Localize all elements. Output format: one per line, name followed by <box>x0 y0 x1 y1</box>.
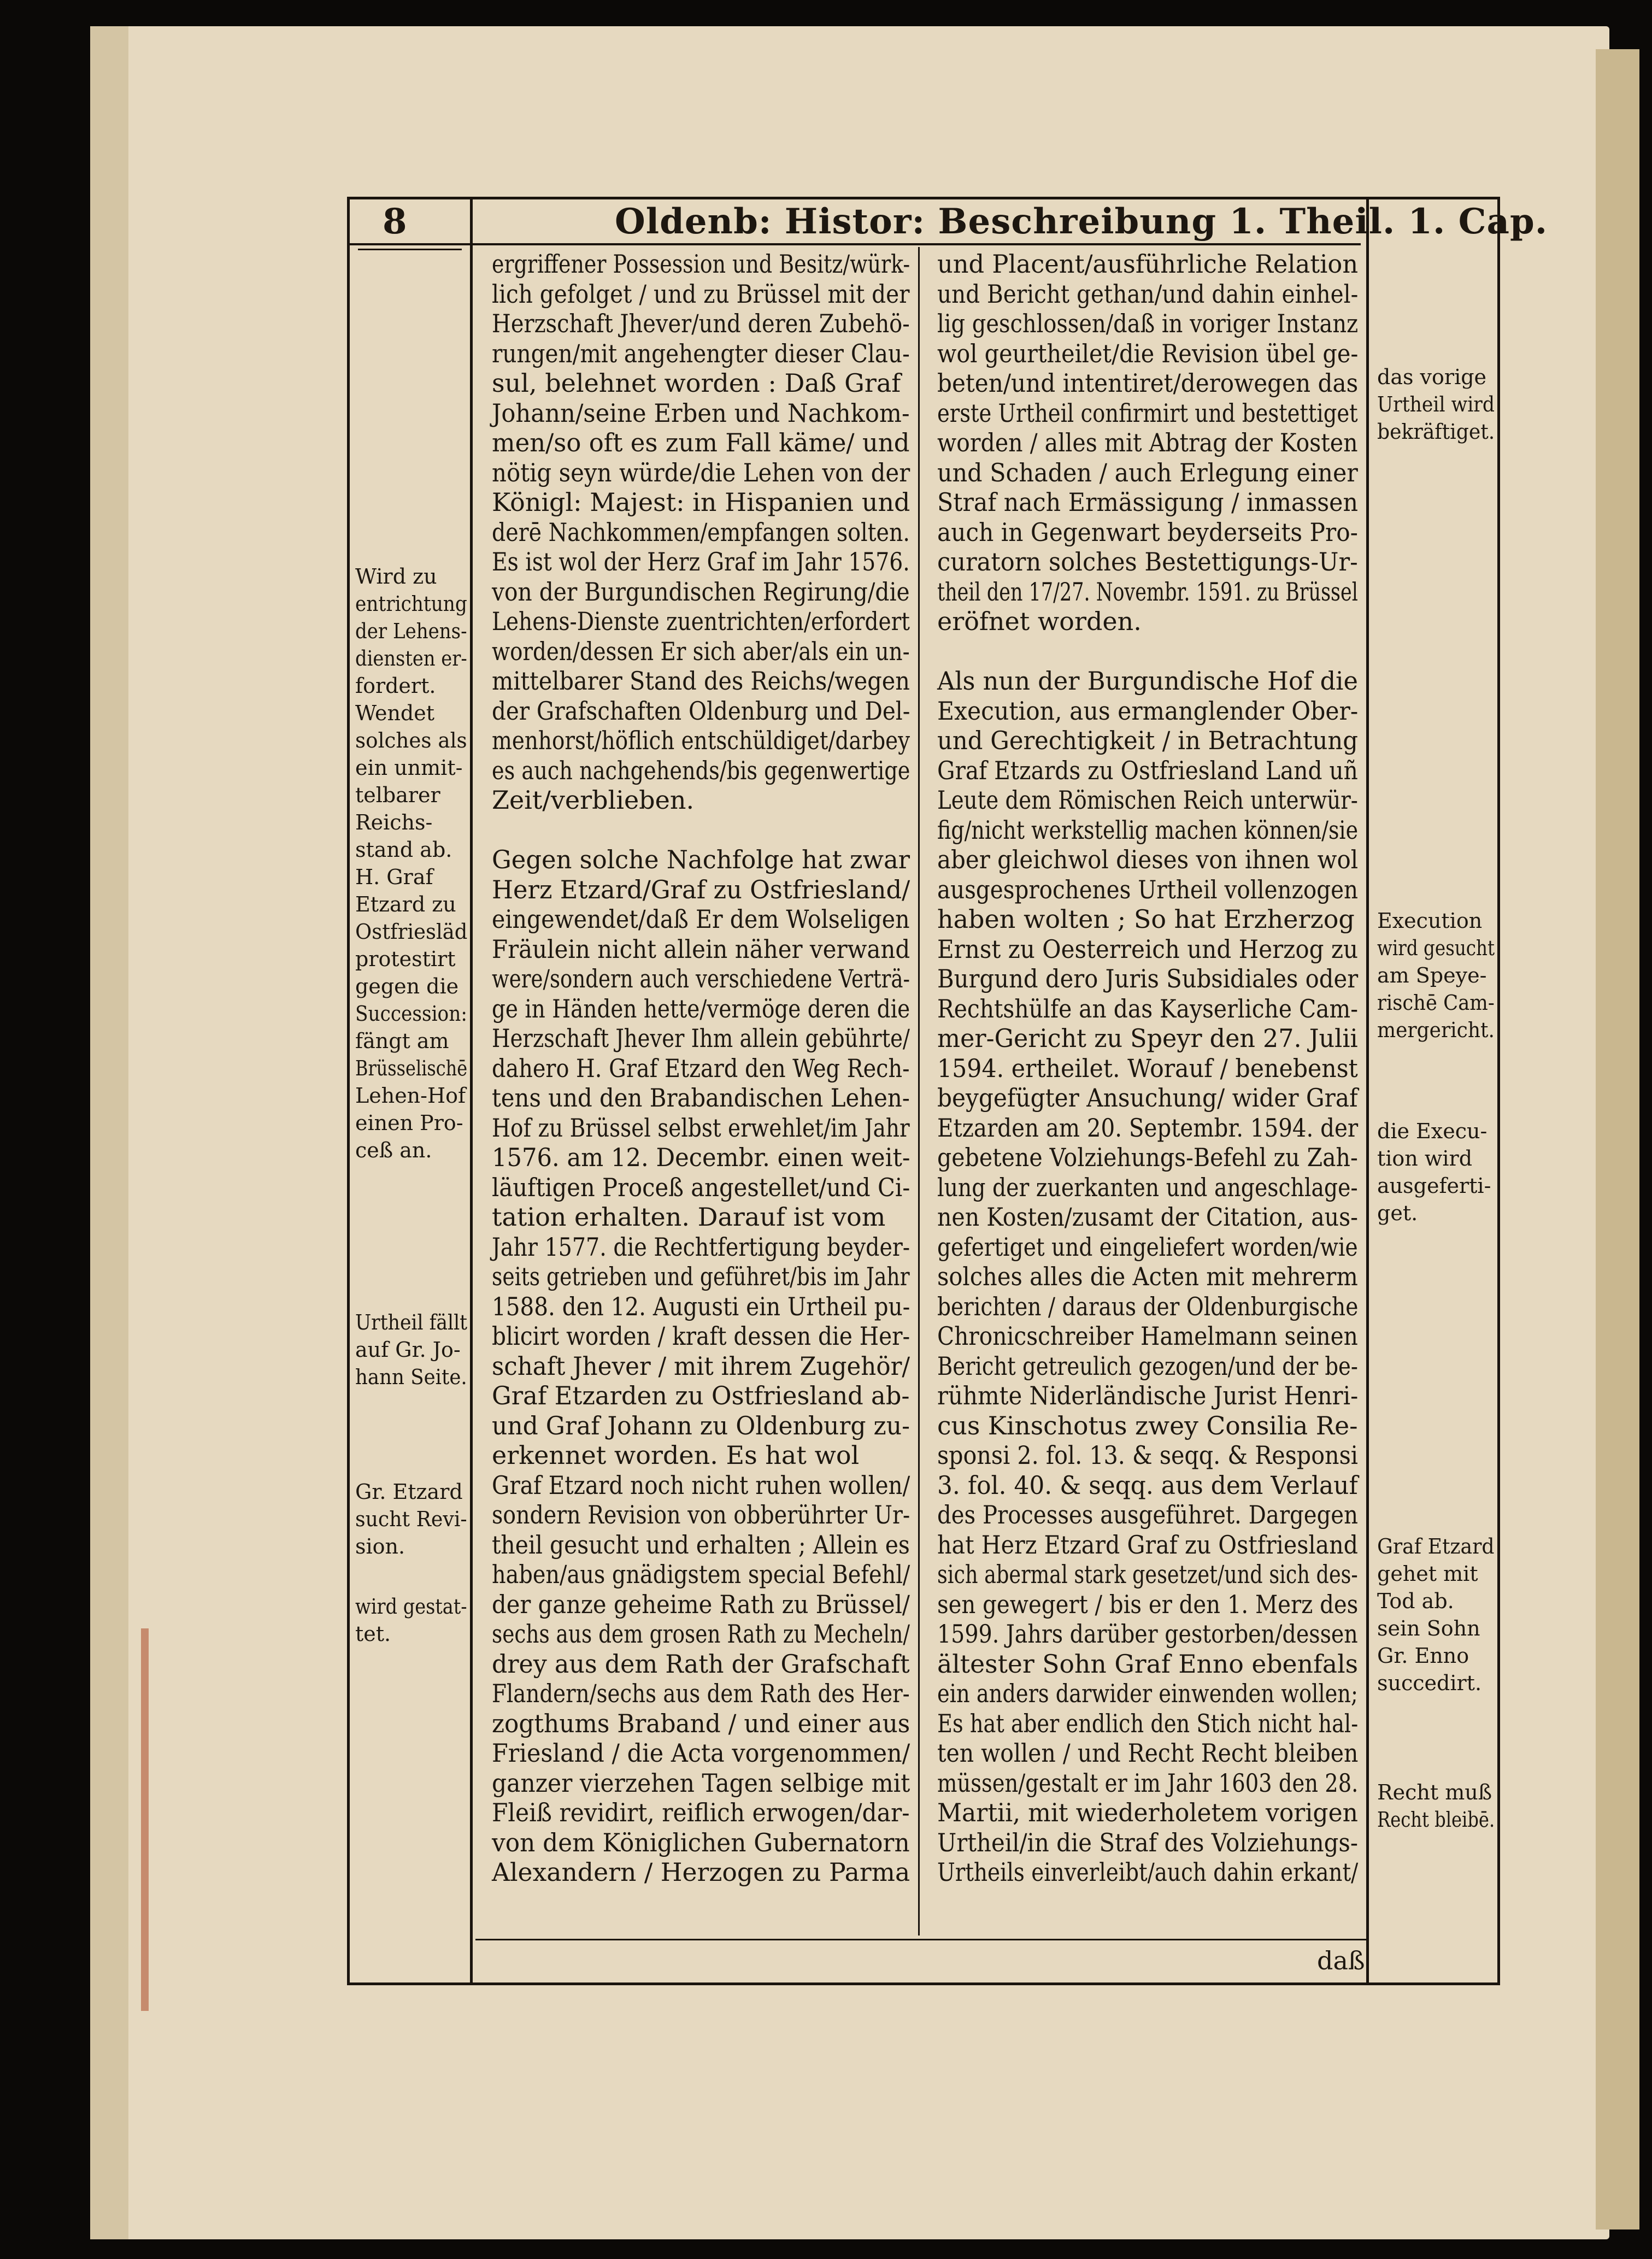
text-line: haben/aus gnädigstem special Befehl/ <box>492 1560 910 1589</box>
frame-left-rule <box>347 197 350 1985</box>
text-line: und Bericht gethan/und dahin einhel- <box>937 279 1359 309</box>
text-line: aber gleichwol dieses von ihnen wol <box>937 845 1359 874</box>
text-line: Leute dem Römischen Reich unterwür- <box>937 785 1358 815</box>
frame-right-rule <box>1497 197 1500 1985</box>
frame-bottom-rule <box>347 1982 1500 1985</box>
margin-note-line: mergericht. <box>1377 1018 1495 1042</box>
margin-note-line: gegen die <box>355 974 459 998</box>
text-line: rühmte Niderländische Jurist Henri- <box>937 1381 1359 1410</box>
column-divider-rule <box>918 247 920 1936</box>
text-line: mer-Gericht zu Speyr den 27. Julii <box>937 1023 1358 1053</box>
text-line: Graf Etzards zu Ostfriesland Land uñ <box>937 755 1358 785</box>
text-line: drey aus dem Rath der Grafschaft <box>492 1649 910 1679</box>
text-line: Herz Etzard/Graf zu Ostfriesland/ <box>492 874 910 904</box>
text-line: fig/nicht werkstellig machen können/sie <box>937 815 1359 845</box>
margin-note-line: sein Sohn <box>1377 1616 1480 1640</box>
catchword: daß <box>1317 1946 1365 1975</box>
text-line: Fleiß revidirt, reiflich erwogen/dar- <box>492 1798 910 1827</box>
text-line: tation erhalten. Darauf ist vom <box>492 1202 886 1232</box>
text-line: mittelbarer Stand des Reichs/wegen <box>492 666 910 696</box>
margin-note-line: sucht Revi- <box>355 1507 467 1531</box>
margin-note-line: Gr. Etzard <box>355 1480 463 1504</box>
text-line: cus Kinschotus zwey Consilia Re- <box>937 1410 1358 1440</box>
margin-note-line: tion wird <box>1377 1146 1473 1170</box>
text-line: ausgesprochenes Urtheil vollenzogen <box>937 874 1359 904</box>
text-line: theil gesucht und erhalten ; Allein es <box>492 1529 910 1560</box>
margin-note-line: Etzard zu <box>355 892 456 916</box>
margin-note-line: solches als <box>355 728 467 752</box>
text-line: lig geschlossen/daß in voriger Instanz <box>937 309 1359 338</box>
text-line: Zeit/verblieben. <box>492 785 695 815</box>
text-line: tens und den Brabandischen Lehen- <box>492 1083 910 1113</box>
text-line: sich abermal stark gesetzet/und sich des- <box>937 1560 1358 1589</box>
text-line: Herzschaft Jhever/und deren Zubehö- <box>492 309 910 338</box>
text-line: eingewendet/daß Er dem Wolseligen <box>492 904 910 934</box>
text-line: Graf Etzard noch nicht ruhen wollen/ <box>492 1470 910 1500</box>
text-line: curatorn solches Bestettigungs-Ur- <box>937 547 1358 576</box>
text-line: Ernst zu Oesterreich und Herzog zu <box>937 934 1359 964</box>
margin-note-line: Wird zu <box>355 564 437 589</box>
running-title: Oldenb: Histor: Beschreibung 1. Theil. 1. Cap. <box>615 201 1548 242</box>
text-line: men/so oft es zum Fall käme/ und <box>492 428 910 457</box>
margin-note-line: stand ab. <box>355 838 452 862</box>
text-line: Jahr 1577. die Rechtfertigung beyder- <box>492 1232 910 1262</box>
text-line: 1594. ertheilet. Worauf / benebenst <box>937 1053 1358 1083</box>
text-line: Friesland / die Acta vorgenommen/ <box>492 1738 910 1768</box>
text-line: 1599. Jahrs darüber gestorben/dessen <box>937 1619 1358 1649</box>
text-line: sechs aus dem grosen Rath zu Mecheln/ <box>492 1619 910 1649</box>
text-line: ge in Händen hette/vermöge deren die <box>492 993 910 1023</box>
text-line: von dem Königlichen Gubernatorn <box>492 1827 910 1857</box>
text-line: lung der zuerkanten und angeschlage- <box>937 1172 1358 1202</box>
text-line: Graf Etzarden zu Ostfriesland ab- <box>492 1381 910 1410</box>
text-line: were/sondern auch verschiedene Verträ- <box>492 964 910 993</box>
text-line: es auch nachgehends/bis gegenwertige <box>492 755 910 785</box>
text-line: hat Herz Etzard Graf zu Ostfriesland <box>937 1529 1358 1560</box>
margin-note-line: der Lehens- <box>355 619 467 643</box>
margin-note-line: ceß an. <box>355 1138 432 1162</box>
margin-note-line: wird gestat- <box>355 1595 467 1619</box>
margin-note-line: Lehen-Hof <box>355 1084 466 1108</box>
text-line: 1576. am 12. Decembr. einen weit- <box>492 1143 910 1172</box>
text-line: seits getrieben und geführet/bis im Jahr <box>492 1262 910 1291</box>
text-line: derē Nachkommen/empfangen solten. <box>492 517 910 547</box>
text-line: blicirt worden / kraft dessen die Her- <box>492 1321 910 1351</box>
text-line: ergriffener Possession und Besitz/würk- <box>492 249 910 279</box>
margin-note-line: tet. <box>355 1622 391 1646</box>
text-line: Es hat aber endlich den Stich nicht hal- <box>937 1708 1359 1738</box>
margin-note-line: H. Graf <box>355 865 433 889</box>
page-left-edge <box>90 26 128 2239</box>
text-line: beten/und intentiret/derowegen das <box>937 368 1359 398</box>
margin-note-line: telbarer <box>355 783 440 807</box>
margin-note-line: Ostfriesläd <box>355 920 468 944</box>
margin-note-line: Graf Etzard <box>1377 1534 1495 1558</box>
text-line: nötig seyn würde/die Lehen von der <box>492 457 910 487</box>
text-line: ein anders darwider einwenden wollen; <box>937 1679 1358 1708</box>
margin-note-line: auf Gr. Jo- <box>355 1338 461 1362</box>
text-line: 1588. den 12. Augusti ein Urtheil pu- <box>492 1291 910 1321</box>
text-line: menhorst/höflich entschüldiget/darbey <box>492 726 910 755</box>
margin-note-line: Wendet <box>355 701 435 725</box>
text-line: sen gewegert / bis er den 1. Merz des <box>937 1589 1359 1619</box>
margin-note-line: ausgeferti- <box>1377 1174 1491 1198</box>
text-line: des Processes ausgeführet. Dargegen <box>937 1500 1358 1529</box>
margin-note-line: Reichs- <box>355 810 433 834</box>
text-line: Urtheil/in die Straf des Volziehungs- <box>937 1827 1358 1857</box>
text-line: dahero H. Graf Etzard den Weg Rech- <box>492 1053 910 1083</box>
text-line: eröfnet worden. <box>937 607 1142 636</box>
margin-note-line: sion. <box>355 1534 405 1558</box>
text-line: gefertiget und eingeliefert worden/wie <box>937 1232 1358 1262</box>
red-page-edge <box>141 1628 149 2011</box>
text-line: gebetene Volziehungs-Befehl zu Zah- <box>937 1143 1358 1172</box>
text-line: und Placent/ausführliche Relation <box>937 249 1359 279</box>
text-line: Herzschaft Jhever Ihm allein gebührte/ <box>492 1023 910 1053</box>
margin-note-line: wird gesucht <box>1377 936 1495 960</box>
text-line: haben wolten ; So hat Erzherzog <box>937 904 1355 934</box>
text-line: worden / alles mit Abtrag der Kosten <box>937 428 1358 457</box>
margin-note-line: gehet mit <box>1377 1562 1478 1586</box>
page-number-underline <box>358 249 462 250</box>
text-line: Lehens-Dienste zuentrichten/erfordert <box>492 607 910 636</box>
margin-note-line: rischē Cam- <box>1377 991 1495 1015</box>
text-line: Urtheils einverleibt/auch dahin erkant/ <box>937 1857 1359 1887</box>
margin-note-line: hann Seite. <box>355 1365 467 1389</box>
text-line: erkennet worden. Es hat wol <box>492 1440 860 1470</box>
margin-note-line: die Execu- <box>1377 1119 1488 1143</box>
text-line: Königl: Majest: in Hispanien und <box>492 487 910 517</box>
text-line: solches alles die Acten mit mehrerm <box>937 1262 1358 1291</box>
margin-note-line: entrichtung <box>355 592 467 616</box>
page-number: 8 <box>383 201 407 242</box>
margin-note-line: einen Pro- <box>355 1111 463 1135</box>
text-line: Gegen solche Nachfolge hat zwar <box>492 845 910 874</box>
text-line: Als nun der Burgundische Hof die <box>937 666 1358 696</box>
text-line: 3. fol. 40. & seqq. aus dem Verlauf <box>937 1470 1358 1500</box>
text-line: auch in Gegenwart beyderseits Pro- <box>937 517 1358 547</box>
margin-note-line: Gr. Enno <box>1377 1644 1469 1668</box>
text-line: zogthums Braband / und einer aus <box>492 1708 910 1738</box>
text-line: der Grafschaften Oldenburg und Del- <box>492 696 910 726</box>
text-line: Rechtshülfe an das Kayserliche Cam- <box>937 993 1358 1023</box>
text-line: beygefügter Ansuchung/ wider Graf <box>937 1083 1358 1113</box>
footer-rule <box>475 1939 1366 1940</box>
text-line: Burgund dero Juris Subsidiales oder <box>937 964 1359 993</box>
margin-note-line: diensten er- <box>355 646 467 670</box>
text-line: lich gefolget / und zu Brüssel mit der <box>492 279 910 309</box>
text-line: erste Urtheil confirmirt und bestettiget <box>937 398 1358 428</box>
text-line: ältester Sohn Graf Enno ebenfals <box>937 1649 1359 1679</box>
text-line: ganzer vierzehen Tagen selbige mit <box>492 1768 910 1798</box>
text-line: Flandern/sechs aus dem Rath des Her- <box>492 1679 910 1708</box>
text-line: Johann/seine Erben und Nachkom- <box>492 398 910 428</box>
margin-note-line: Urtheil wird <box>1377 392 1495 416</box>
margin-note-line: Tod ab. <box>1377 1589 1454 1613</box>
text-line: Martii, mit wiederholetem vorigen <box>937 1798 1358 1827</box>
text-line: berichten / daraus der Oldenburgische <box>937 1291 1359 1321</box>
text-line: und Gerechtigkeit / in Betrachtung <box>937 726 1359 755</box>
margin-note-line: ein unmit- <box>355 756 463 780</box>
text-line: Es ist wol der Herz Graf im Jahr 1576. <box>492 547 910 576</box>
margin-note-line: Brüsselischē <box>355 1056 468 1080</box>
margin-note-line: fängt am <box>355 1029 449 1053</box>
text-line: Hof zu Brüssel selbst erwehlet/im Jahr <box>492 1113 910 1143</box>
margin-note-line: protestirt <box>355 947 456 971</box>
text-line: theil den 17/27. Novembr. 1591. zu Brüssel <box>937 576 1358 607</box>
text-line: sondern Revision von obberührter Ur- <box>492 1500 910 1529</box>
text-line: Chronicschreiber Hamelmann seinen <box>937 1321 1358 1351</box>
text-line: läuftigen Proceß angestellet/und Ci- <box>492 1172 910 1202</box>
margin-note-line: Urtheil fällt <box>355 1310 468 1334</box>
text-line: müssen/gestalt er im Jahr 1603 den 28. <box>937 1768 1359 1798</box>
page-right-edge <box>1596 49 1639 2229</box>
text-line: von der Burgundischen Regirung/die <box>492 576 910 607</box>
margin-note-line: get. <box>1377 1201 1418 1225</box>
header-bottom-rule <box>347 243 1361 245</box>
text-line: Alexandern / Herzogen zu Parma <box>492 1857 910 1887</box>
margin-note-line: das vorige <box>1377 365 1487 389</box>
margin-note-line: Recht muß <box>1377 1780 1492 1804</box>
text-line: schaft Jhever / mit ihrem Zugehör/ <box>492 1351 910 1381</box>
text-line: rungen/mit angehengter dieser Clau- <box>492 338 910 368</box>
margin-note-line: Recht bleibē. <box>1377 1808 1495 1832</box>
margin-note-line: Execution <box>1377 909 1483 933</box>
right-margin-rule <box>1366 197 1369 1985</box>
margin-note-line: bekräftiget. <box>1377 420 1495 444</box>
text-line: nen Kosten/zusamt der Citation, aus- <box>937 1202 1359 1232</box>
left-margin-rule <box>470 197 473 1985</box>
text-line: worden/dessen Er sich aber/als ein un- <box>492 636 910 666</box>
text-line: Bericht getreulich gezogen/und der be- <box>937 1351 1358 1381</box>
text-line: und Graf Johann zu Oldenburg zu- <box>492 1410 910 1440</box>
text-line: ten wollen / und Recht Recht bleiben <box>937 1738 1359 1768</box>
text-line: und Schaden / auch Erlegung einer <box>937 457 1358 487</box>
text-line: Straf nach Ermässigung / inmassen <box>937 487 1358 517</box>
margin-note-line: Succession: <box>355 1002 467 1026</box>
margin-note-line: fordert. <box>355 674 436 698</box>
margin-note-line: succedirt. <box>1377 1671 1482 1695</box>
text-line: sponsi 2. fol. 13. & seqq. & Responsi <box>937 1440 1358 1470</box>
text-line: sul, belehnet worden : Daß Graf <box>492 368 901 398</box>
text-line: wol geurtheilet/die Revision übel ge- <box>937 338 1359 368</box>
text-line: der ganze geheime Rath zu Brüssel/ <box>492 1589 910 1619</box>
margin-note-line: am Speye- <box>1377 963 1487 987</box>
frame-top-rule <box>347 197 1500 199</box>
text-line: Fräulein nicht allein näher verwand <box>492 934 910 964</box>
text-line: Etzarden am 20. Septembr. 1594. der <box>937 1113 1359 1143</box>
text-line: Execution, aus ermanglender Ober- <box>937 696 1359 726</box>
